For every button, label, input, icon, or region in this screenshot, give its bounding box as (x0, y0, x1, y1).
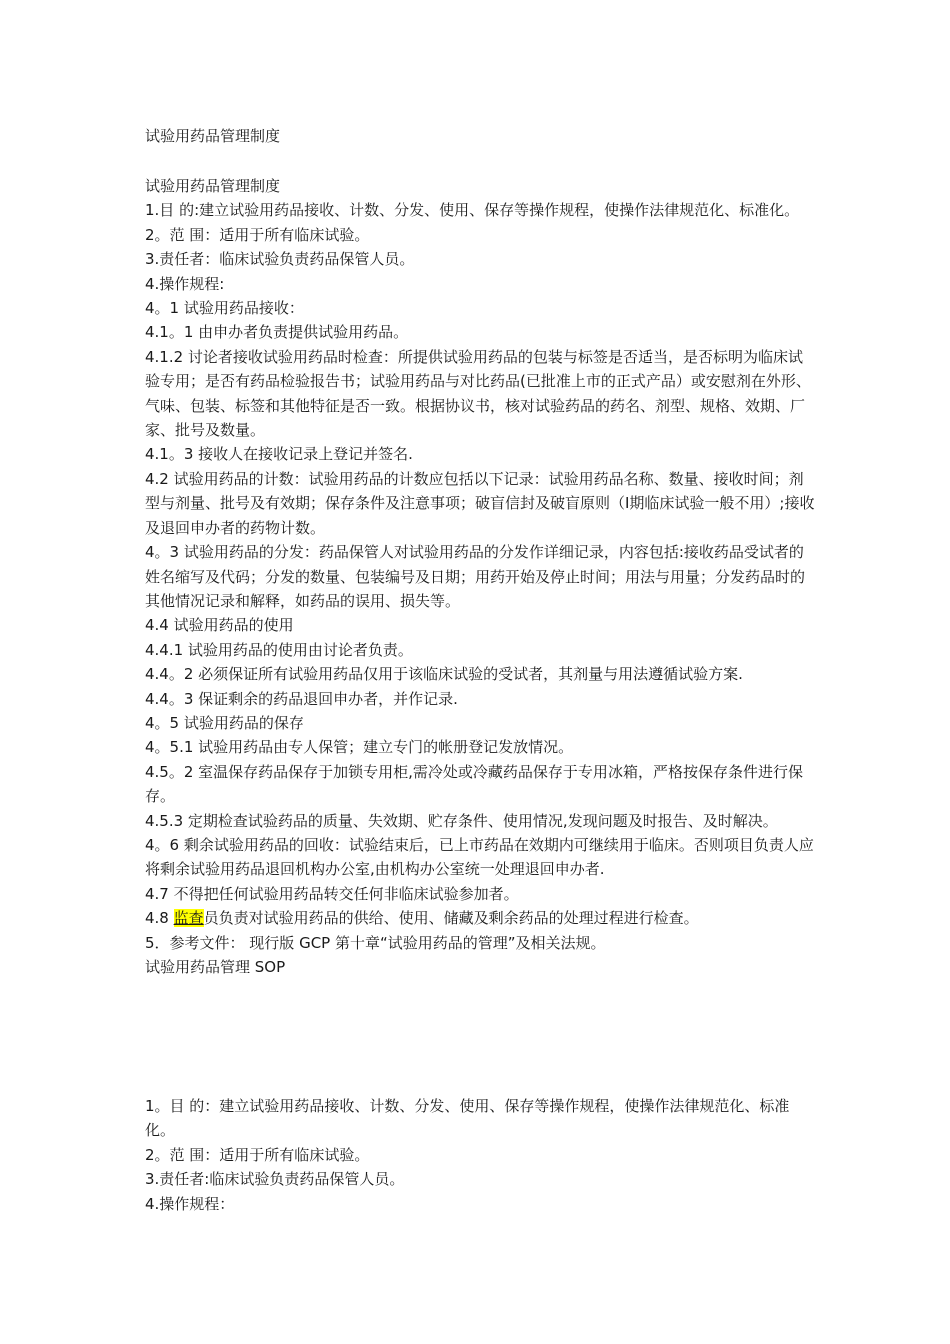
paragraph: 2。范 围：适用于所有临床试验。 (145, 1145, 370, 1164)
paragraph: 4.4。2 必须保证所有试验用药品仅用于该临床试验的受试者，其剂量与用法遵循试验方案. (145, 665, 743, 684)
paragraph: 3.责任者:临床试验负责药品保管人员。 (145, 1170, 405, 1189)
paragraph: 2。范 围：适用于所有临床试验。 (145, 225, 370, 244)
section-heading: 试验用药品管理制度 (145, 177, 281, 195)
paragraph: 1.目 的:建立试验用药品接收、计数、分发、使用、保存等操作规程，使操作法律规范化、标准化。 (145, 201, 800, 220)
paragraph: 4.4 试验用药品的使用 (145, 616, 294, 635)
paragraph: 4。3 试验用药品的分发：药品保管人对试验用药品的分发作详细记录，内容包括:接收药品受试者的姓名缩写及代码；分发的数量、包装编号及日期；用药开始及停止时间；用法与用量；分发药品时的其他情况记录和解释，如药品的误用、损失等。 (145, 543, 806, 610)
paragraph: 4。5.1 试验用药品由专人保管；建立专门的帐册登记发放情况。 (145, 738, 574, 757)
paragraph: 4.5。2 室温保存药品保存于加锁专用柜,需冷处或冷藏药品保存于专用冰箱，严格按保存条件进行保存。 (145, 762, 803, 806)
paragraph: 4.2 试验用药品的计数：试验用药品的计数应包括以下记录：试验用药品名称、数量、接收时间；剂型与剂量、批号及有效期；保存条件及注意事项；破盲信封及破盲原则（Ⅰ期临床试验一般不用）;接收及退回申办者的药物计数。 (145, 469, 815, 537)
paragraph: 4.5.3 定期检查试验药品的质量、失效期、贮存条件、使用情况,发现问题及时报告、及时解决。 (145, 811, 778, 830)
sop-title: 试验用药品管理 SOP (145, 958, 286, 976)
management-policy-section (145, 174, 815, 979)
sop-section (145, 1094, 815, 1216)
monitor-paragraph (145, 906, 815, 930)
paragraph: 4。1 试验用药品接收： (145, 299, 304, 318)
paragraph: 4.1。3 接收人在接收记录上登记并签名. (145, 445, 413, 464)
paragraph: 3.责任者：临床试验负责药品保管人员。 (145, 250, 415, 269)
paragraph: 4。5 试验用药品的保存 (145, 713, 304, 732)
paragraph: 4.1。1 由申办者负责提供试验用药品。 (145, 323, 409, 342)
document-title: 试验用药品管理制度 (145, 127, 281, 145)
paragraph: 4.7 不得把任何试验用药品转交任何非临床试验参加者。 (145, 884, 519, 903)
monitor-suffix: 员负责对试验用药品的供给、使用、储藏及剩余药品的处理过程进行检查。 (203, 909, 699, 928)
monitor-prefix: 4.8 (145, 909, 174, 928)
paragraph: 4.4.1 试验用药品的使用由讨论者负责。 (145, 640, 413, 659)
paragraph: 4。6 剩余试验用药品的回收：试验结束后，已上市药品在效期内可继续用于临床。否则项目负责人应将剩余试验用药品退回机构办公室,由机构办公室统一处理退回申办者. (145, 835, 814, 879)
paragraph: 4.操作规程: (145, 274, 225, 293)
paragraph: 4.1.2 讨论者接收试验用药品时检查：所提供试验用药品的包装与标签是否适当，是否标明为临床试验专用；是否有药品检验报告书；试验用药品与对比药品(已批准上市的正式产品）或安慰剂在外形、气味、包装、标签和其他特征是否一致。根据协议书，核对试验药品的药名、剂型、规格、效期、厂家、批号及数量。 (145, 347, 811, 440)
paragraph: 4.4。3 保证剩余的药品退回申办者，并作记录. (145, 689, 458, 708)
reference-paragraph: 5．参考文件： 现行版 GCP 第十章“试验用药品的管理”及相关法规。 (145, 933, 606, 952)
paragraph: 4.操作规程： (145, 1194, 235, 1213)
paragraph: 1。目 的：建立试验用药品接收、计数、分发、使用、保存等操作规程，使操作法律规范化、标准化。 (145, 1097, 790, 1140)
highlighted-term: 监查 (173, 909, 204, 928)
